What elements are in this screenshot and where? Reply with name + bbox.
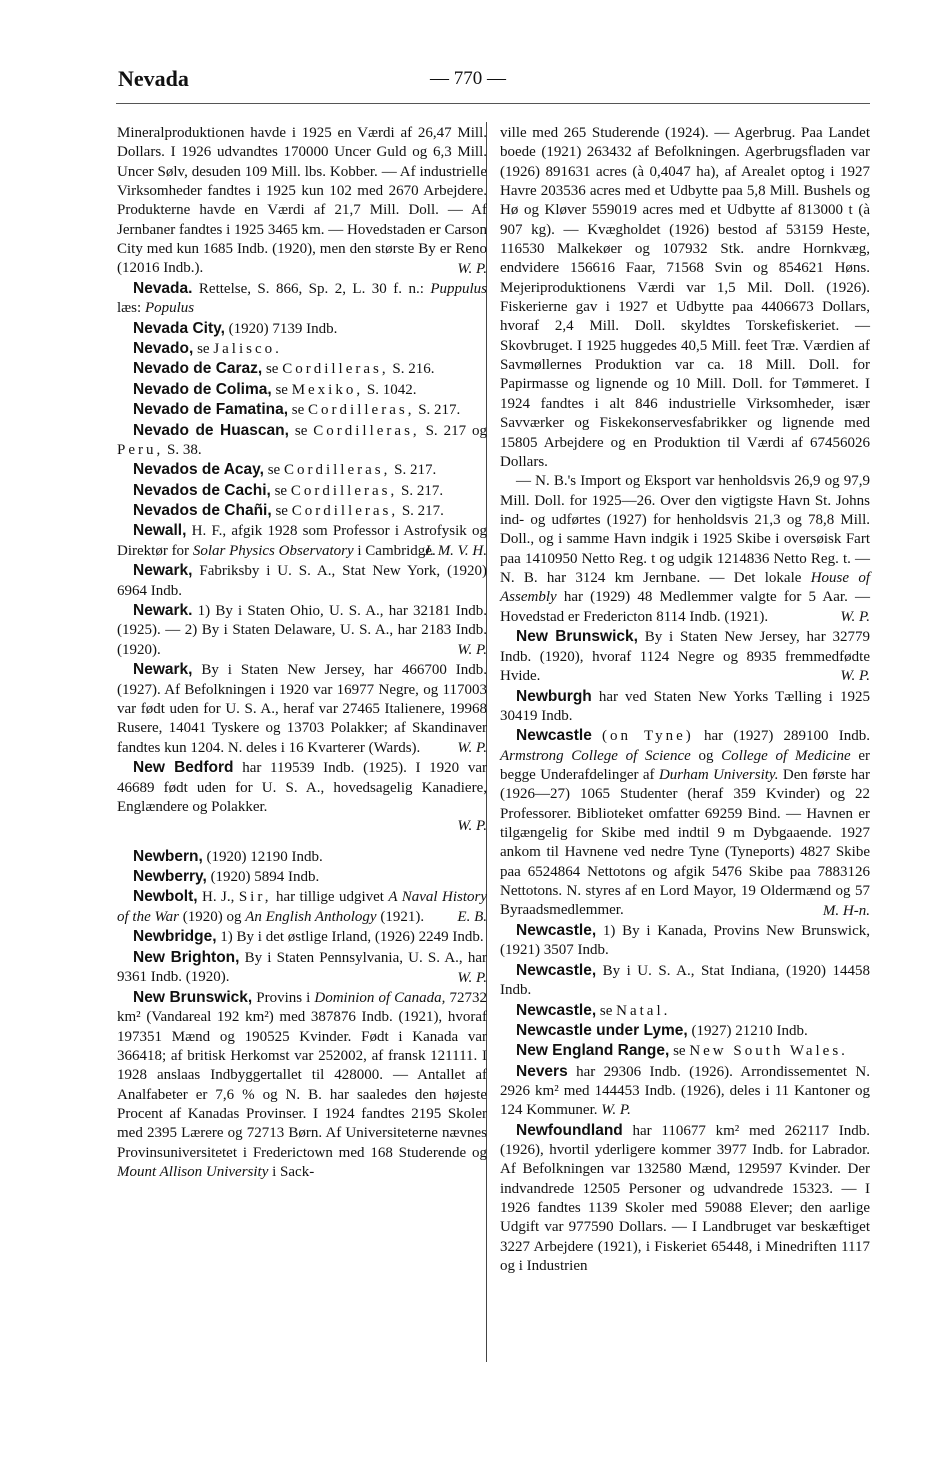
headword: New Brunswick, bbox=[133, 988, 253, 1006]
headword: Newbern, bbox=[133, 847, 203, 865]
headword: New England Range, bbox=[516, 1042, 670, 1060]
headword: Newark. bbox=[133, 601, 193, 619]
cross-reference: Natal. bbox=[616, 1002, 671, 1019]
entry-continuation: Mineralproduktionen havde i 1925 en Værdi af 26,47 Mill. Dollars. I 1926 udvandtes 170000 Uncer Guld og 6,3 Mill. Uncer Sølv, desuden 109 Mill. lbs. Kobber. — Af industrielle Virksomheder fandtes i 1925 kun 102 med 2670 Arbejdere. Produkterne havde en Værdi af 21,7 Mill. Doll. — Af Jernbaner fandtes i 1925 3465 km. — Hovedstaden er Carson City med kun 1685 Indb. (1920), men den største By er Reno (12016 Indb.). W. P. bbox=[117, 124, 487, 279]
page-number: — 770 — bbox=[430, 68, 506, 89]
entry-nevado-de-huascan: Nevado de Huascan, se Cordilleras, S. 217 og Peru, S. 38. bbox=[117, 421, 488, 458]
headword: Newark, bbox=[133, 661, 193, 679]
entry-newbern: Newbern, (1920) 12190 Indb. bbox=[133, 847, 323, 865]
headword: Nevado de Colima, bbox=[133, 380, 272, 398]
headword: Nevados de Acay, bbox=[133, 461, 264, 479]
entry-newcastle-on-tyne: Newcastle (on Tyne) har (1927) 289100 Indb. Armstrong College of Science og College of Medicine er begge Underafdelinger af Durham University. Den første har (1926—27) 1065 Studenter (heraf 359 Kvinder) og 22 Professorer. Biblioteket omfatter 69259 Bind. — Havnen er tilgængelig for Skibe med indtil 9 m Dybgaaende. 1927 ankom til Havnene ved nedre Tyne (Tyneports) 4827 Skibe paa 6524864 Nettotons og afgik 5476 Skibe paa 7883126 Nettotons. N. styres af en Lord Mayor, 19 Oldermænd og 57 Byraadsmedlemmer. M. H-n. bbox=[500, 726, 870, 921]
headword: Newcastle under Lyme, bbox=[516, 1021, 688, 1039]
headword: Newburgh bbox=[516, 687, 592, 705]
entry-newcastle-under-lyme: Newcastle under Lyme, (1927) 21210 Indb. bbox=[516, 1021, 808, 1039]
headword: Newall, bbox=[133, 522, 187, 540]
headword: Newberry, bbox=[133, 868, 207, 886]
entry-newark-nj: Newark, By i Staten New Jersey, har 466700 Indb. (1927). Af Befolkningen i 1920 var 16977 Negre, og 117003 var født uden for U. S. A., heraf var 27465 Italienere, 19968 Rusere, 14041 Tyskere og 13703 Polakker; af Skandinaver fandtes kun 1204. N. deles i 16 Kvarterer (Wards). W. P. bbox=[117, 660, 487, 758]
headword: Newbolt, bbox=[133, 888, 198, 906]
headword: New Brunswick, bbox=[516, 628, 638, 646]
headword: Newark, bbox=[133, 562, 193, 580]
cross-reference: Cordilleras, bbox=[313, 422, 420, 439]
signature: W. P. bbox=[840, 608, 870, 625]
headword: Newbridge, bbox=[133, 928, 217, 946]
headword: Nevado, bbox=[133, 340, 194, 358]
signature: W. P. bbox=[457, 969, 487, 986]
entry-newberry: Newberry, (1920) 5894 Indb. bbox=[133, 868, 320, 886]
entry-nevado: Nevado, se Jalisco. bbox=[133, 340, 282, 358]
headword: Newcastle, bbox=[516, 922, 597, 940]
headword: Nevado de Caraz, bbox=[133, 360, 263, 378]
spacer bbox=[117, 837, 487, 847]
entry-newall: Newall, H. F., afgik 1928 som Professor i Astrofysik og Direktør for Solar Physics Observatory i Cambridge. J. M. V. H. bbox=[117, 521, 487, 561]
signature: W. P. bbox=[457, 260, 487, 277]
entry-newburgh: Newburgh har ved Staten New Yorks Tælling i 1925 30419 Indb. bbox=[500, 687, 870, 724]
headword: New Bedford bbox=[133, 759, 234, 777]
entry-nevada: Nevada. Rettelse, S. 866, Sp. 2, L. 30 f. n.: Puppulus læs: Populus bbox=[117, 280, 487, 317]
entry-nevados-de-acay: Nevados de Acay, se Cordilleras, S. 217. bbox=[133, 461, 437, 479]
signature: W. P. bbox=[457, 818, 487, 835]
entry-new-bedford: New Bedford har 119539 Indb. (1925). I 1920 var 46689 født uden for U. S. A., hovedsagelig Kanadiere, Englændere og Polakker. W. P. bbox=[117, 758, 487, 836]
signature: W. P. bbox=[457, 740, 487, 757]
entry-new-england-range: New England Range, se New South Wales. bbox=[516, 1042, 848, 1060]
cross-reference: Cordilleras, bbox=[290, 482, 398, 499]
signature: E. B. bbox=[457, 909, 487, 926]
entry-new-brunswick-nj: New Brunswick, By i Staten New Jersey, har 32779 Indb. (1920), hvoraf 1124 Negre og 8935 fremmedfødte Hvide. W. P. bbox=[500, 627, 870, 686]
cross-reference: Mexiko, bbox=[291, 381, 364, 398]
running-head-title: Nevada bbox=[118, 66, 189, 91]
headword: Nevados de Chañi, bbox=[133, 501, 272, 519]
entry-nevers: Nevers har 29306 Indb. (1926). Arrondissementet N. 2926 km² med 144453 Indb. (1926), deles i 11 Kantoner og 124 Kommuner. W. P. bbox=[500, 1062, 870, 1119]
cross-reference: Cordilleras, bbox=[282, 361, 389, 378]
headword: Newfoundland bbox=[516, 1121, 623, 1139]
entry-newcastle-natal: Newcastle, se Natal. bbox=[516, 1001, 671, 1019]
entry-newark-ny: Newark, Fabriksby i U. S. A., Stat New York, (1920) 6964 Indb. bbox=[117, 562, 487, 599]
entry-nevados-de-cachi: Nevados de Cachi, se Cordilleras, S. 217. bbox=[133, 481, 444, 499]
headword: Newcastle, bbox=[516, 1001, 597, 1019]
signature: M. H-n. bbox=[822, 902, 870, 919]
headword: Nevada. bbox=[133, 280, 193, 298]
cross-reference: Cordilleras, bbox=[291, 502, 399, 519]
entry-newark-ohio: Newark. 1) By i Staten Ohio, U. S. A., har 32181 Indb. (1925). — 2) By i Staten Delaware, U. S. A., har 2183 Indb. (1920). W. P. bbox=[117, 601, 487, 660]
headword: New Brighton, bbox=[133, 948, 240, 966]
headword: Nevers bbox=[516, 1062, 568, 1080]
headword: Nevado de Huascan, bbox=[133, 421, 289, 439]
entry-nevado-de-famatina: Nevado de Famatina, se Cordilleras, S. 217. bbox=[133, 401, 461, 419]
entry-continuation-trade: — N. B.'s Import og Eksport var henholdsvis 26,9 og 97,9 Mill. Doll. for 1925—26. Over den vigtigste Havn St. Johns ind- og udførtes (1927) for henholdsvis 21,3 og 78,8 Mill. Doll., og i samme Havn indgik i 1925 Skibe i oversøisk Fart paa 1410950 Netto Reg. t og udgik 1214836 Netto Reg. t. — N. B. har 3124 km Jernbane. — Det lokale House of Assembly har (1929) 48 Medlemmer valgte for 5 Aar. — Hovedstad er Fredericton 8114 Indb. (1921). W. P. bbox=[500, 472, 870, 627]
entry-newcastle-canada: Newcastle, 1) By i Kanada, Provins New Brunswick, (1921) 3507 Indb. bbox=[500, 922, 870, 959]
cross-reference: Cordilleras, bbox=[308, 402, 415, 419]
entry-nevada-city: Nevada City, (1920) 7139 Indb. bbox=[133, 319, 338, 337]
headword: Newcastle bbox=[516, 727, 592, 745]
headword: Newcastle, bbox=[516, 961, 597, 979]
headword: Nevada City, bbox=[133, 319, 225, 337]
entry-newbridge: Newbridge, 1) By i det østlige Irland, (1926) 2249 Indb. bbox=[133, 928, 484, 946]
left-column bbox=[117, 124, 487, 1182]
right-column bbox=[500, 124, 870, 1276]
cross-reference: Jalisco. bbox=[213, 341, 282, 358]
entry-nevado-de-colima: Nevado de Colima, se Mexiko, S. 1042. bbox=[133, 380, 417, 398]
signature: W. P. bbox=[840, 668, 870, 685]
headword: Nevado de Famatina, bbox=[133, 401, 289, 419]
entry-continuation: ville med 265 Studerende (1924). — Agerbrug. Paa Landet boede (1921) 263432 af Befolkningen. Agerbrugsfladen var (1926) 891631 acres (à 0,4047 ha), af Arealet optog i 1927 Havre 203536 acres med et Udbytte paa 5,8 Mill. Bushels og Hø og Kløver 559019 acres med et Udbytte af 813000 t (à 907 kg). — Kvægholdet (1926) bestod af 53159 Heste, 116530 Malkekøer og 107932 Stk. andre Hornkvæg, endvidere 156616 Faar, 71568 Svin og 854621 Høns. Mejeriproduktionens Værdi var 1,5 Mil. Doll. (1926). Fiskerierne gav i 1927 et Udbytte paa 4406673 Dollars, hvoraf 2,4 Mill. Doll. skyldtes Torskefiskeriet. — Skovbruget. I 1925 huggedes 40,5 Mill. feet Træ. Værdien af Savmøllernes Produktion var ca. 18 Mill. Doll. for Papirmasse og lignende og 10 Mill. Doll. for Tømmeret. I 1924 fandtes i alt 846 industrielle Virksomheder, især Savværker og Fiskekonservesfabrikker og lignende med 15805 Arbejdere og en Produktion til Værdi af 67456026 Dollars. bbox=[500, 125, 870, 470]
header-rule bbox=[116, 103, 870, 104]
headword: Nevados de Cachi, bbox=[133, 481, 271, 499]
signature: W. P. bbox=[457, 641, 487, 658]
signature: W. P. bbox=[601, 1102, 631, 1119]
cross-reference: Peru, bbox=[117, 441, 164, 458]
entry-newbolt: Newbolt, H. J., Sir, har tillige udgivet A Naval History of the War (1920) og An English Anthology (1921). E. B. bbox=[117, 887, 487, 927]
entry-newcastle-indiana: Newcastle, By i U. S. A., Stat Indiana, (1920) 14458 Indb. bbox=[500, 961, 870, 999]
entry-new-brunswick-canada: New Brunswick, Provins i Dominion of Canada, 72732 km² (Vandareal 192 km²) med 387876 Indb. (1921), hvoraf 197351 Mænd og 190525 Kvinder. Født i Kanada var 366418; af britisk Herkomst var 252002, af fransk 121111. I 1928 anslaas Indbyggertallet til 428000. — Antallet af Analfabeter er 7,6 % og N. B. har saaledes den højeste Procent af Kanadas Provinser. I 1924 fandtes 2195 Skoler med 2395 Lærere og 72713 Børn. Af Universiteterne nævnes Provinsuniversitetet i Frederictown med 168 Studerende og Mount Allison University i Sack- bbox=[117, 988, 487, 1180]
signature: J. M. V. H. bbox=[423, 542, 487, 559]
cross-reference: New South Wales. bbox=[689, 1043, 848, 1060]
entry-nevados-de-chani: Nevados de Chañi, se Cordilleras, S. 217. bbox=[133, 501, 444, 519]
entry-newfoundland: Newfoundland har 110677 km² med 262117 Indb. (1926), hvortil yderligere kommer 3977 Indb. for Labrador. Af Befolkningen var 132580 Mænd, 129597 Kvinder. Der indvandrede 12505 Personer og udvandrede 15323. — I 1926 fandtes 1139 Skoler med 59088 Elever; den aarlige Udgift var 977590 Dollars. — I Landbruget var beskæftiget 3227 Arbejdere (1921), i Fiskeriet 65448, i Minedriften 1117 og i Industrien bbox=[500, 1121, 870, 1274]
entry-new-brighton: New Brighton, By i Staten Pennsylvania, U. S. A., har 9361 Indb. (1920). W. P. bbox=[117, 948, 487, 988]
entry-nevado-de-caraz: Nevado de Caraz, se Cordilleras, S. 216. bbox=[133, 360, 435, 378]
cross-reference: Cordilleras, bbox=[283, 462, 391, 479]
